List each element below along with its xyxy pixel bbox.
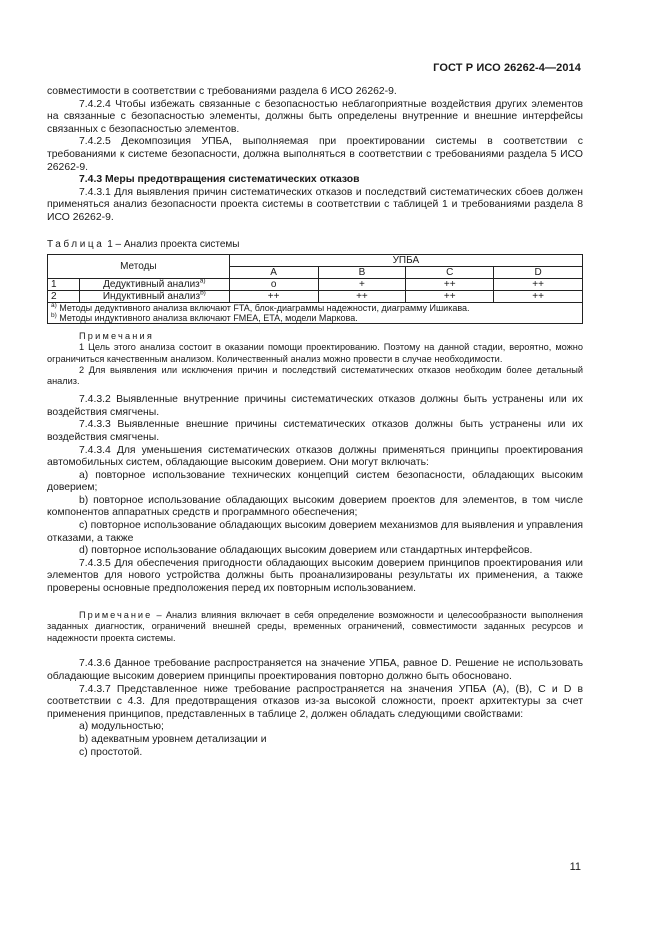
note-block-2 <box>47 610 583 645</box>
method-name: Индуктивный анализ$^{b)}$ <box>79 291 229 303</box>
table-cell: ++ <box>318 291 406 303</box>
page-number: 11 <box>569 861 581 873</box>
table-cell: ++ <box>494 279 583 291</box>
table-caption <box>47 239 583 252</box>
paragraph-7-4-3-5: 7.4.3.5 Для обеспечения пригодности обладающих высоким доверием принципов проектирования или элементов для нового устройства должны быть проанализированы результаты их применения, а также проверены основные предположения перед их повторным использованием. <box>47 557 583 595</box>
list-item-c: c) простотой. <box>79 746 143 758</box>
table-footnotes <box>48 303 583 324</box>
list-item-a: a) модульностью; <box>79 721 164 733</box>
table-cell: + <box>318 279 406 291</box>
notes-heading: Примечания <box>79 331 155 342</box>
list-item-b: b) повторное использование обладающих высоким доверием проектов для элементов, в том числе компонентов аппаратных средств и программного обеспечения; <box>47 494 583 519</box>
table-cell: o <box>229 279 318 291</box>
header-methods: Методы <box>48 255 230 279</box>
page-content <box>47 86 583 759</box>
header-upba: УПБА <box>229 255 582 267</box>
table-row <box>48 279 583 291</box>
method-name: Дедуктивный анализ$^{a)}$ <box>79 279 229 291</box>
table-cell: ++ <box>494 291 583 303</box>
document-header: ГОСТ Р ИСО 26262-4—2014 <box>433 62 581 74</box>
notes-block <box>47 331 583 387</box>
note-1: 1 Цель этого анализа состоит в оказании помощи проектированию. Поэтому на данной стадии, вероятно, можно ограничиться качественным анализом. Количественный анализ можно провести в случае необходимости. <box>47 342 583 364</box>
paragraph: совместимости в соответствии с требованиями раздела 6 ИСО 26262-9. <box>47 86 397 97</box>
table-cell: ++ <box>406 291 494 303</box>
table-caption-label: Таблица <box>47 238 105 250</box>
note-label: Примечание <box>79 609 153 620</box>
table-caption-text: 1 – Анализ проекта системы <box>104 238 240 250</box>
table-footnote-a: $^{a)}$ Методы дедуктивного анализа включают FTA, блок-диаграммы надежности, диаграмму Ишикава. <box>51 302 470 314</box>
row-number: 1 <box>48 279 80 291</box>
paragraph-7-4-2-4: 7.4.2.4 Чтобы избежать связанные с безопасностью неблагоприятные воздействия других элементов на связанные с безопасностью элементы, должны быть определены внутренние и внешние интерфейсы связанных с безопасностью элементов. <box>47 98 583 135</box>
paragraph-7-4-3-1: 7.4.3.1 Для выявления причин систематических отказов и последствий систематических сбоев должен применяться анализ безопасности проекта системы в соответствии с таблицей 1 и требованиями раздела 8 ИСО 26262-9. <box>47 186 583 223</box>
note-text: Примечание – Анализ влияния включает в себя определение возможности и целесообразности выполнения заданных диагностик, ограничений внешней среды, временных ограничений, совместимости заданных ресурсов и надежности проекта системы. <box>47 609 583 643</box>
table-cell: ++ <box>406 279 494 291</box>
paragraph-7-4-3-3: 7.4.3.3 Выявленные внешние причины систематических отказов должны быть устранены или их воздействия смягчены. <box>47 419 583 443</box>
table-row <box>48 291 583 303</box>
paragraph-7-4-2-5: 7.4.2.5 Декомпозиция УПБА, выполняемая при проектировании системы в соответствии с требованиями к системе безопасности, должна выполняться в соответствии с требованиями раздела 5 ИСО 26262-9. <box>47 136 583 173</box>
list-item-d: d) повторное использование обладающих высоким доверием или стандартных интерфейсов. <box>79 545 533 557</box>
table-cell: ++ <box>229 291 318 303</box>
paragraph-7-4-3-7: 7.4.3.7 Представленное ниже требование распространяется на значения УПБА (A), (B), C и D в соответствии с 4.3. Для предотвращения отказов из-за высокой сложности, проект архитектуры за счет применения принципов, представленных в таблице 2, должен обладать следующими свойствами: <box>47 683 583 720</box>
row-number: 2 <box>48 291 80 303</box>
header-level-c: C <box>406 267 494 279</box>
header-level-a: A <box>229 267 318 279</box>
paragraph-7-4-3-6: 7.4.3.6 Данное требование распространяется на значение УПБА, равное D. Решение не использовать обладающие высоким доверием принципы проектирования повторно должно быть обосновано. <box>47 658 583 683</box>
section-heading-7-4-3: 7.4.3 Меры предотвращения систематических отказов <box>79 174 360 186</box>
list-item-c: c) повторное использование обладающих высоким доверием механизмов для выявления и управления отказами, а также <box>47 520 583 544</box>
paragraph-7-4-3-2: 7.4.3.2 Выявленные внутренние причины систематических отказов должны быть устранены или их воздействия смягчены. <box>47 394 583 418</box>
note-2: 2 Для выявления или исключения причин и последствий систематических отказов необходим более детальный анализ. <box>47 364 583 386</box>
table-footnote-b: $^{b)}$ Методы индуктивного анализа включают FMEA, ETA, модели Маркова. <box>51 312 358 324</box>
header-level-b: B <box>318 267 406 279</box>
paragraph-7-4-3-4: 7.4.3.4 Для уменьшения систематических отказов должны применяться принципы проектирования автомобильных систем, обладающие высоким доверием. Они могут включать: <box>47 444 583 469</box>
analysis-table <box>47 254 583 324</box>
list-item-a: a) повторное использование технических концепций систем безопасности, обладающих высоким доверием; <box>47 469 583 494</box>
list-item-b: b) адекватным уровнем детализации и <box>79 733 267 745</box>
header-level-d: D <box>494 267 583 279</box>
